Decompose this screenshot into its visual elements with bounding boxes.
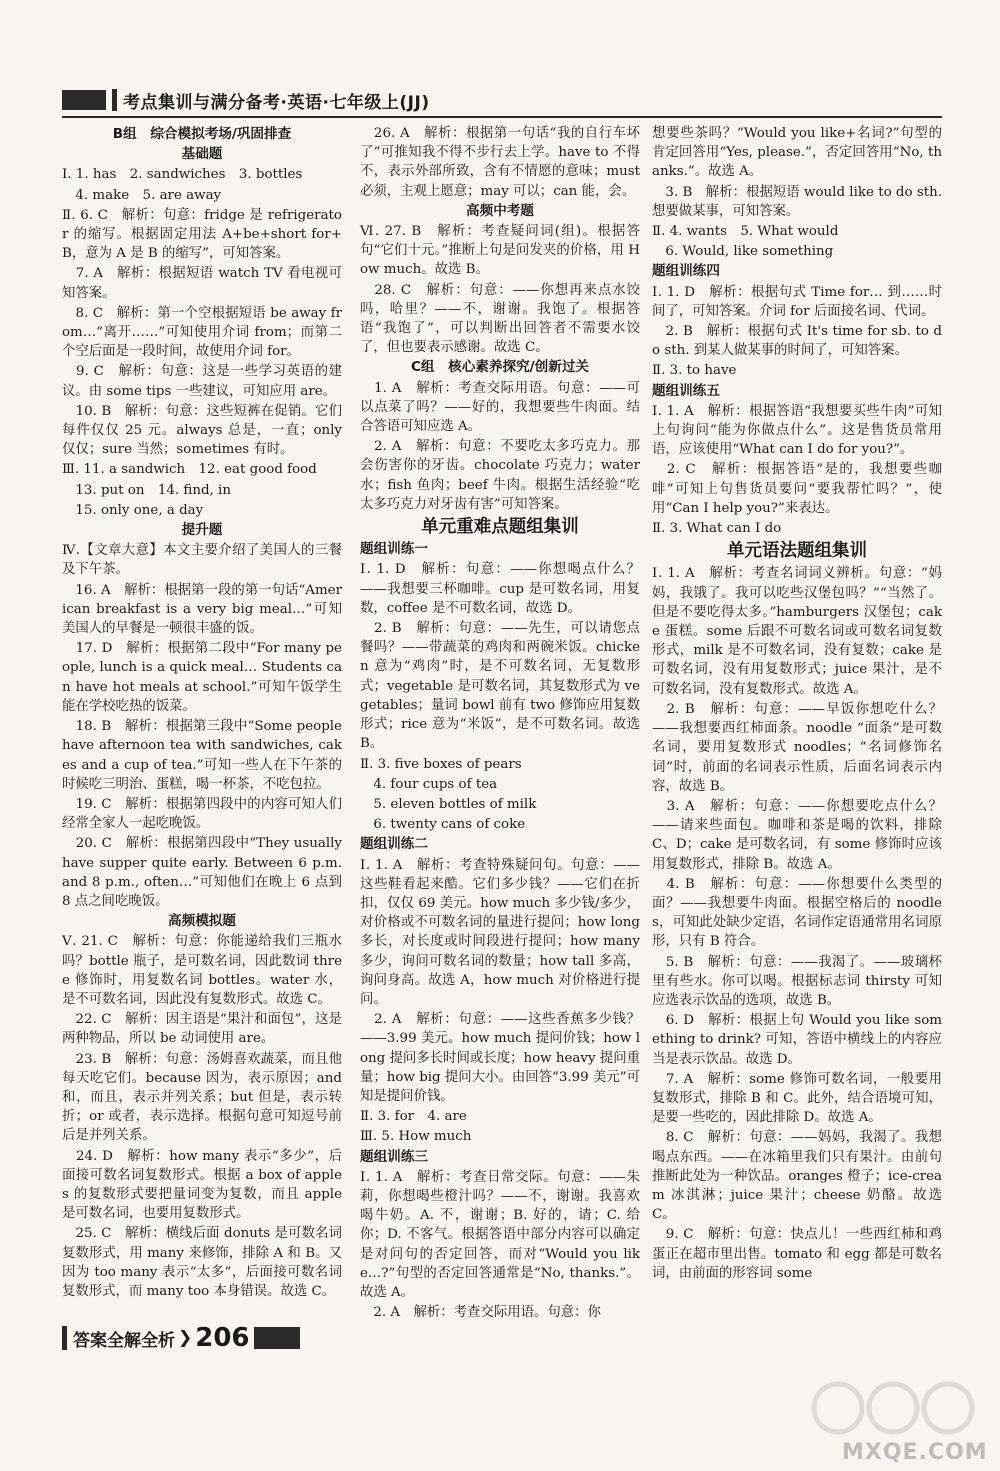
column-right [652, 124, 942, 1284]
answer-paragraph: Ⅱ. 6. C 解析：句意：fridge 是 refrigerator 的缩写。根据固定用法 A+be+short for+B，意为 A 是 B 的缩写”，可知答案。 [62, 207, 342, 262]
answer-paragraph: Ⅰ. 1. has 2. sandwiches 3. bottles [62, 167, 303, 183]
answer-paragraph: 2. A 解析：句意：——这些香蕉多少钱？——3.99 美元。how much 提问价钱；how long 提问多长时间或长度；how heavy 提问重量；how big 提问大小。由回答“3.99 美元”可知是提问价钱。 [360, 1012, 640, 1104]
answer-paragraph: Ⅲ. 5. How much [360, 1129, 472, 1145]
answer-paragraph: Ⅵ. 27. B 解析：考查疑问词(组)。根据答句“它们十元。”推断上句是问发夹的价格，用 How much。故选 B。 [360, 224, 640, 278]
answer-paragraph: 想要些茶吗？“Would you like+名词?”句型的肯定回答用“Yes, please.”，否定回答用“No, thanks.”。故选 A。 [652, 126, 942, 180]
answer-paragraph: 13. put on 14. find, in [62, 482, 231, 498]
answer-paragraph: 26. A 解析：根据第一句话“我的自行车坏了”可推知我不得不步行去上学。have to 不得不，表示外部所致，含有不情愿的意味；must 必须，主观上愿意；may 可以；can 能，会。 [360, 126, 640, 199]
answer-paragraph: Ⅱ. 3. What can I do [652, 521, 782, 537]
answer-paragraph: 19. C 解析：根据第四段中的内容可知人们经常全家人一起吃晚饭。 [62, 796, 342, 832]
watermark-logo-icon [808, 1378, 978, 1438]
answer-paragraph: 2. B 解析：句意：——先生，可以请您点餐吗？——带蔬菜的鸡肉和两碗米饭。chicken 意为“鸡肉”时，是不可数名词，无复数形式；vegetable 是可数名词，其复数形式为 vegetables；量词 bowl 前有 two 修饰应用复数形式；rice 意为“米饭”，是不可数名词。故选 B。 [360, 621, 640, 752]
header-bar-decoration [112, 89, 117, 111]
section-heading: 题组训练二 [360, 836, 428, 853]
answer-paragraph: 16. A 解析：根据第一段的第一句话“American breakfast is a very big meal…”可知美国人的早餐是一顿很丰盛的饭。 [62, 582, 342, 637]
answer-paragraph: 28. C 解析：句意：——你想再来点水饺吗，哈里？——不，谢谢。我饱了。根据答语“我饱了”，可以判断出回答者不需要水饺了，但也要表示感谢。故选 C。 [360, 282, 640, 356]
answer-paragraph: 15. only one, a day [62, 502, 204, 518]
section-heading: 高频中考题 [466, 202, 534, 219]
answer-paragraph: 20. C 解析：根据第四段中“They usually have supper quite early. Between 6 p.m. and 8 p.m., often…”可知他们在晚上 6 点到 8 点之间吃晚饭。 [62, 836, 342, 909]
answer-paragraph: 3. B 解析：根据短语 would like to do sth. 想要做某事，可知答案。 [652, 184, 942, 219]
section-heading: 题组训练五 [652, 382, 720, 399]
answer-paragraph: 7. A 解析：根据短语 watch TV 看电视可知答案。 [62, 266, 342, 301]
column-left [62, 124, 342, 1302]
answer-paragraph: 2. A 解析：考查交际用语。句意：你 [360, 1305, 601, 1321]
section-heading: B组 综合模拟考场/巩固排查 [112, 126, 292, 142]
header-divider [62, 116, 942, 118]
answer-paragraph: Ⅱ. 4. wants 5. What would [652, 224, 839, 240]
section-heading: 题组训练四 [652, 263, 720, 280]
answer-paragraph: Ⅰ. 1. D 解析：根据句式 Time for… 到……时间了，可知答案。介词 for 后面接名词、代词。 [652, 284, 942, 319]
unit-heading: 单元重难点题组集训 [421, 517, 579, 538]
answer-paragraph: 2. B 解析：句意：——早饭你想吃什么？——我想要西红柿面条。noodle “面条”是可数名词，要用复数形式 noodles；“名词修饰名词”时，前面的名词表示性质，后面名词表示内容，故选 B。 [652, 701, 942, 794]
answer-paragraph: 9. C 解析：句意：这是一些学习英语的建议。由 some tips 一些建议，可知应用 are。 [62, 364, 342, 399]
answer-paragraph: Ⅴ. 21. C 解析：句意：你能递给我们三瓶水吗？bottle 瓶子，是可数名词，因此数词 three 修饰时，用复数名词 bottles。water 水，是不可数名词，因此没有复数形式。故选 C。 [62, 934, 342, 1007]
answer-paragraph: 8. C 解析：句意：——妈妈，我渴了。我想喝点东西。——在冰箱里我们只有果汁。由前句推断此处为一种饮品。oranges 橙子；ice-cream 冰淇淋；juice 果汁；cheese 奶酪。故选 C。 [652, 1130, 942, 1223]
answer-paragraph: 18. B 解析：根据第三段中“Some people have afternoon tea with sandwiches, cakes and a cup of tea.”可知一些人在下午茶的时候吃三明治、蛋糕，喝一杯茶，不吃包拉。 [62, 719, 342, 792]
answer-paragraph: 25. C 解析：横线后面 donuts 是可数名词复数形式，用 many 来修饰，排除 A 和 B。又因为 too many 表示“太多”，后面接可数名词复数形式，而 many too 本身错误。故选 C。 [62, 1226, 342, 1299]
section-heading: 题组训练一 [360, 541, 428, 558]
answer-paragraph: 4. B 解析：句意：——你想要什么类型的面？——我想要牛肉面。根据空格后的 noodles，可知此处缺少定语，名词作定语通常用名词原形，只有 B 符合。 [652, 876, 942, 950]
chevron-right-icon: ❯ [178, 1328, 193, 1348]
answer-paragraph: 1. A 解析：考查交际用语。句意：——可以点菜了吗？——好的，我想要些牛肉面。结合答语可知应选 A。 [360, 380, 640, 435]
answer-paragraph: Ⅰ. 1. A 解析：考查特殊疑问句。句意：——这些鞋看起来酷。它们多少钱？——它们在折扣，仅仅 69 美元。how much 多少钱/多少，对价格或不可数名词的量进行提问；how long 多长，对长度或时间段进行提问；how many 多少，询问可数名词的数量；how tall 多高，询问身高。故选 A，how much 对价格进行提问。 [360, 857, 640, 1007]
column-middle [360, 124, 640, 1323]
answer-paragraph: Ⅳ.【文章大意】本文主要介绍了美国人的三餐及下午茶。 [62, 543, 342, 578]
answer-paragraph: Ⅰ. 1. A 解析：考查名词词义辨析。句意：“妈妈，我饿了。我可以吃些汉堡包吗？”“当然了。但是不要吃得太多。”hamburgers 汉堡包；cake 蛋糕。some 后跟不可数名词或可数名词复数形式，milk 是不可数名词，没有复数；cake 是可数名词，没有用复数形式；juice 果汁，是不可数名词，没有复数形式。故选 A。 [652, 566, 942, 697]
watermark-url: MXQE.COM [842, 1440, 988, 1465]
answer-paragraph: Ⅱ. 3. five boxes of pears [360, 756, 522, 772]
answer-paragraph: 3. A 解析：句意：——你想要吃点什么？——请来些面包。咖啡和茶是喝的饮料，排除 C、D；cake 是可数名词，有 some 修饰时应该用复数形式，排除 B。故选 A。 [652, 798, 942, 872]
answer-paragraph: 17. D 解析：根据第二段中“For many people, lunch is a quick meal… Students can have hot meals at school.”可知午饭学生能在学校吃热的饭菜。 [62, 641, 342, 714]
answer-paragraph: 6. Would, like something [652, 244, 834, 260]
answer-paragraph: 23. B 解析：句意：汤姆喜欢蔬菜，而且他每天吃它们。because 因为，表示原因；and 和，而且，表示并列关系；but 但是，表示转折；or 或者，表示选择。根据句意可知逗号前后是并列关系。 [62, 1051, 342, 1144]
unit-heading: 单元语法题组集训 [727, 541, 867, 562]
answer-paragraph: Ⅲ. 11. a sandwich 12. eat good food [62, 462, 317, 478]
section-heading: 高频模拟题 [168, 913, 236, 930]
page-footer [62, 1323, 300, 1353]
answer-paragraph: Ⅱ. 3. for 4. are [360, 1109, 467, 1125]
answer-paragraph: Ⅰ. 1. A 解析：考查日常交际。句意：——朱莉，你想喝些橙汁吗？——不，谢谢。我喜欢喝牛奶。A. 不，谢谢；B. 好的，请；C. 给你；D. 不客气。根据答语中部分内容可以确定是对问句的否定回答，而对“Would you like…?”句型的否定回答通常是“No, thanks.”。故选 A。 [360, 1169, 640, 1300]
answer-paragraph: Ⅰ. 1. D 解析：句意：——你想喝点什么？——我想要三杯咖啡。cup 是可数名词，用复数，coffee 是不可数名词，故选 D。 [360, 562, 640, 616]
footer-block-decoration [254, 1327, 300, 1349]
section-heading: 提升题 [181, 522, 223, 539]
answer-paragraph: 2. A 解析：句意：不要吃太多巧克力。那会伤害你的牙齿。chocolate 巧克力；water 水；fish 鱼肉；beef 牛肉。根据生活经验“吃太多巧克力对牙齿有害”可知答案。 [360, 439, 640, 512]
answer-paragraph: 2. B 解析：根据句式 It's time for sb. to do sth. 到某人做某事的时间了，可知答案。 [652, 324, 942, 359]
answer-paragraph: 9. C 解析：句意：快点儿！一些西红柿和鸡蛋正在超市里出售。tomato 和 egg 都是可数名词，由前面的形容词 some [652, 1227, 942, 1281]
page-number: 206 [195, 1323, 250, 1353]
page-title: 考点集训与满分备考·英语·七年级上(JJ) [123, 92, 430, 113]
answer-paragraph: 22. C 解析：因主语是“果汁和面包”，这是两种物品，所以 be 动词使用 are。 [62, 1012, 342, 1047]
answer-paragraph: 24. D 解析：how many 表示“多少”，后面接可数名词复数形式。根据 a box of apples 的复数形式要把量词变为复数，而且 apple 是可数名词，也要用复数形式。 [62, 1148, 342, 1222]
answer-paragraph: 7. A 解析：some 修饰可数名词，一般要用复数形式，排除 B 和 C。此外，结合语境可知，是要一些吃的，因此排除 D。故选 A。 [652, 1071, 942, 1126]
answer-paragraph: 10. B 解析：句意：这些短裤在促销。它们每件仅仅 25 元。always 总是，一直；only 仅仅；sure 当然；sometimes 有时。 [62, 403, 342, 458]
answer-paragraph: 8. C 解析：第一个空根据短语 be away from…“离开……”可知使用介词 from；而第二个空后面是一段时间，故使用介词 for。 [62, 305, 342, 360]
answer-paragraph: 4. make 5. are away [62, 187, 222, 203]
footer-label: 答案全解全析 [73, 1330, 175, 1351]
section-heading: C组 核心素养探究/创新过关 [410, 359, 590, 376]
answer-paragraph: Ⅰ. 1. A 解析：根据答语“我想要买些牛肉”可知上句询问“能为你做点什么”。这是售货员常用语，应该使用“What can I do for you?”。 [652, 403, 942, 458]
page-header [62, 86, 430, 114]
answer-paragraph: 5. eleven bottles of milk [360, 796, 537, 812]
answer-paragraph: 2. C 解析：根据答语“是的，我想要些咖啡”可知上句售货员要问“要我帮忙吗？”，使用“Can I help you?”来表达。 [652, 462, 942, 516]
answer-paragraph: Ⅱ. 3. to have [652, 363, 737, 379]
footer-bar-decoration [62, 1326, 67, 1350]
section-heading: 题组训练三 [360, 1148, 428, 1165]
answer-paragraph: 5. B 解析：句意：——我渴了。——玻璃杯里有些水。你可以喝。根据标志词 thirsty 可知应选表示饮品的选项，故选 B。 [652, 954, 942, 1008]
answer-paragraph: 4. four cups of tea [360, 776, 498, 792]
answer-paragraph: 6. twenty cans of coke [360, 817, 526, 833]
section-heading: 基础题 [181, 146, 223, 163]
answer-paragraph: 6. D 解析：根据上句 Would you like something to drink? 可知，答语中横线上的内容应当是表示饮品。故选 D。 [652, 1013, 942, 1067]
header-block-decoration [62, 90, 106, 110]
